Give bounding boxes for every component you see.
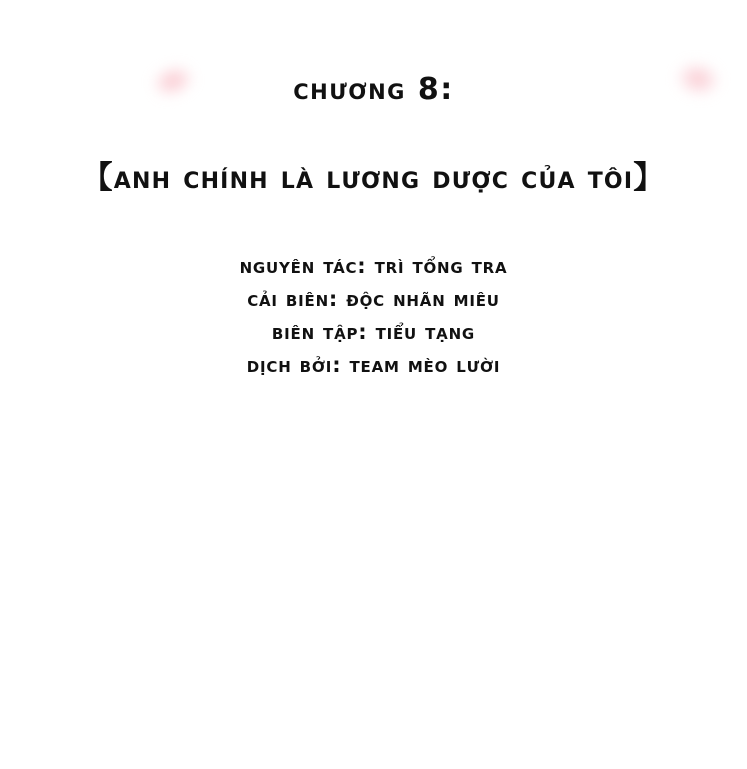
credit-editor: biên tập: tiểu tạng bbox=[271, 320, 476, 344]
credit-translator: dịch bởi: team mèo lười bbox=[246, 353, 501, 377]
blank-page-area bbox=[0, 440, 747, 769]
chapter-name: 【anh chính là lương dược của tôi】 bbox=[81, 160, 666, 196]
credits-block bbox=[0, 250, 747, 382]
chapter-label: chương 8: bbox=[293, 72, 454, 107]
credit-adaptation: cải biên: độc nhãn miêu bbox=[247, 287, 500, 311]
credit-original-author: nguyên tác: trì tổng tra bbox=[239, 254, 508, 278]
